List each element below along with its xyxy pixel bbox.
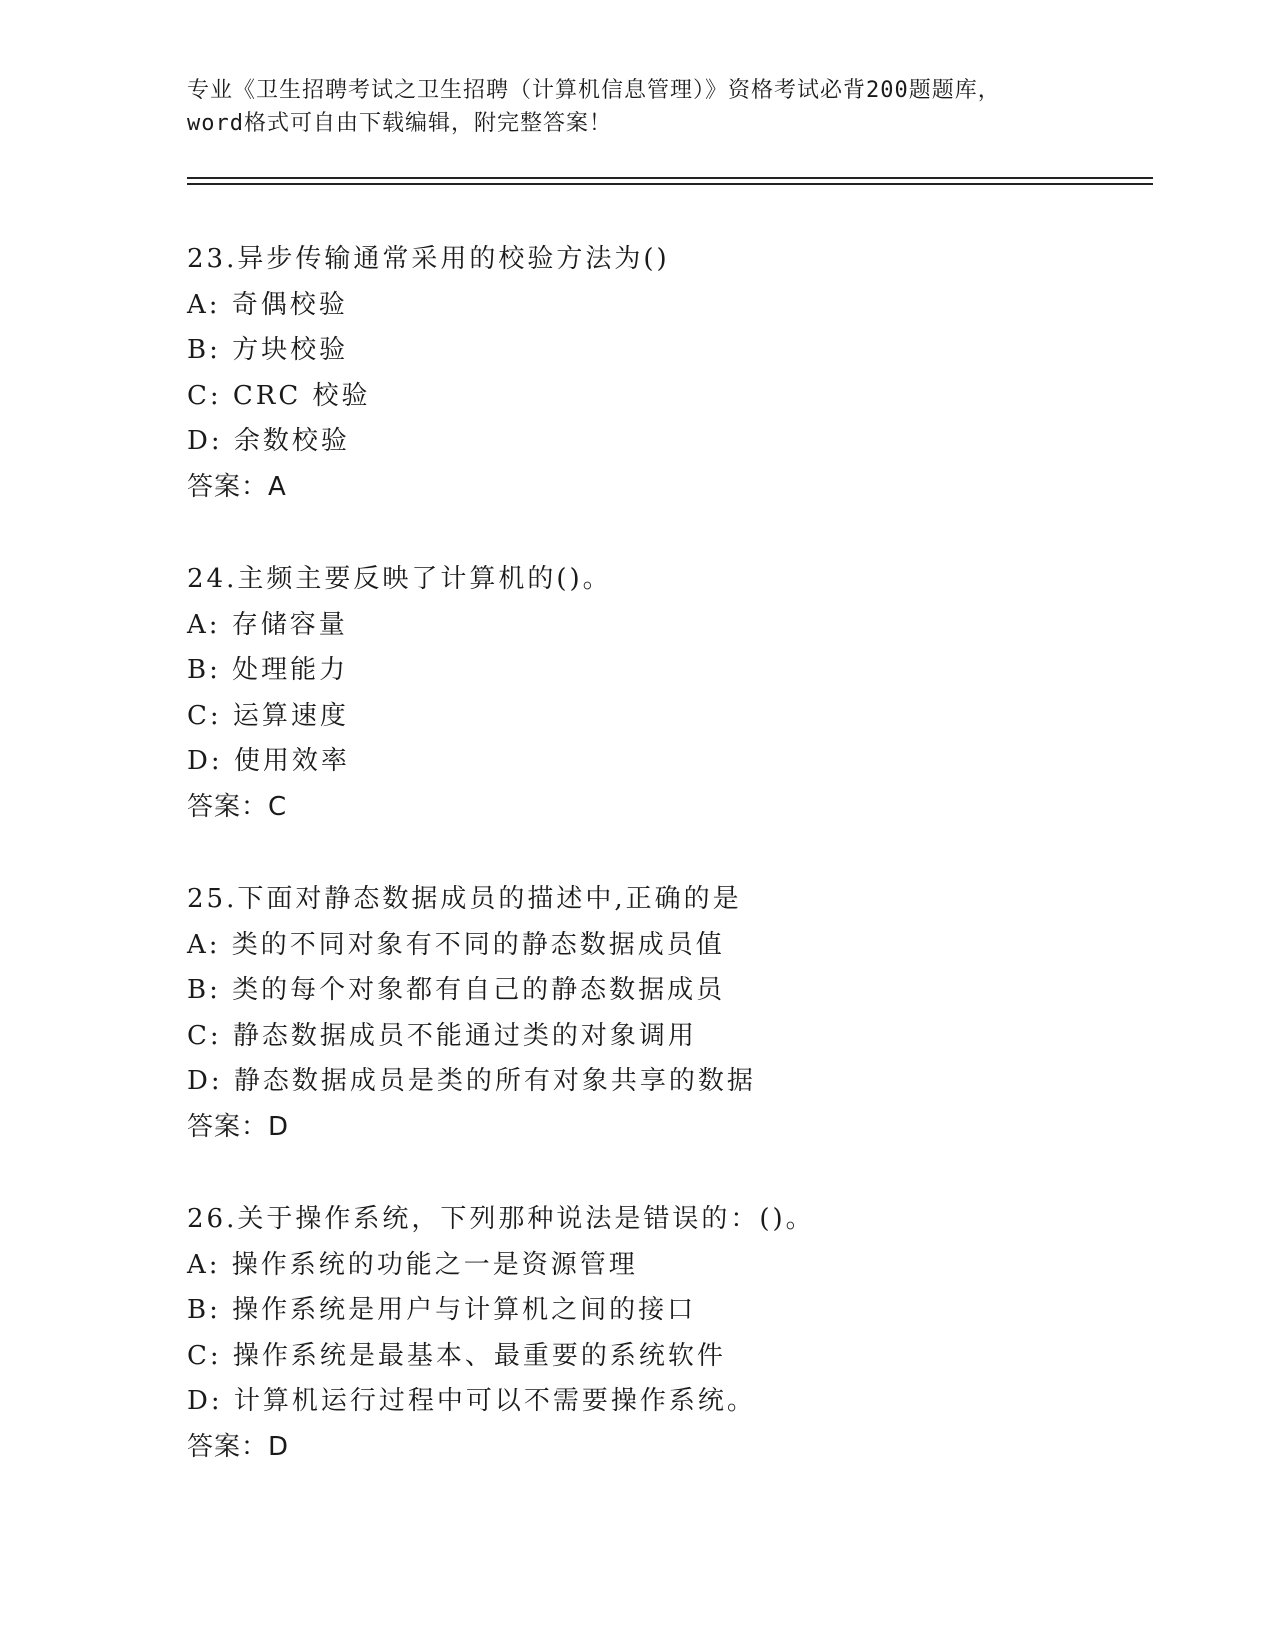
question-list [187, 237, 1147, 1517]
header-line-1: 专业《卫生招聘考试之卫生招聘（计算机信息管理）》资格考试必背200题题库， [187, 78, 1001, 103]
option-c: C: 运算速度 [187, 700, 349, 731]
answer-line: 答案：D [187, 1431, 290, 1462]
option-b: B: 处理能力 [187, 655, 349, 685]
option-c: C: 静态数据成员不能通过类的对象调用 [187, 1020, 697, 1051]
question-stem: 24.主频主要反映了计算机的()。 [187, 564, 612, 594]
option-a: A: 操作系统的功能之一是资源管理 [187, 1249, 638, 1280]
answer-line: 答案：D [187, 1111, 290, 1142]
question-stem: 23.异步传输通常采用的校验方法为() [187, 244, 670, 274]
option-b: B: 方块校验 [187, 335, 349, 365]
option-d: D: 余数校验 [187, 426, 350, 456]
option-a: A: 类的不同对象有不同的静态数据成员值 [187, 929, 725, 960]
question-23 [187, 237, 1147, 557]
question-24 [187, 557, 1147, 877]
option-c: C: CRC 校验 [187, 380, 371, 411]
option-a: A: 存储容量 [187, 609, 348, 640]
question-25 [187, 877, 1147, 1197]
option-d: D: 使用效率 [187, 746, 350, 776]
question-stem: 26.关于操作系统，下列那种说法是错误的：()。 [187, 1204, 815, 1234]
document-header [187, 74, 1087, 140]
option-c: C: 操作系统是最基本、最重要的系统软件 [187, 1340, 726, 1371]
header-line-2: word格式可自由下载编辑，附完整答案！ [187, 111, 612, 136]
option-d: D: 计算机运行过程中可以不需要操作系统。 [187, 1386, 756, 1416]
question-stem: 25.下面对静态数据成员的描述中,正确的是 [187, 884, 742, 914]
header-divider-top [187, 177, 1153, 179]
answer-line: 答案：C [187, 791, 288, 822]
option-d: D: 静态数据成员是类的所有对象共享的数据 [187, 1066, 756, 1096]
question-26 [187, 1197, 1147, 1517]
option-b: B: 操作系统是用户与计算机之间的接口 [187, 1295, 697, 1325]
option-b: B: 类的每个对象都有自己的静态数据成员 [187, 975, 726, 1005]
answer-line: 答案：A [187, 471, 287, 502]
header-divider-bottom [187, 183, 1153, 185]
option-a: A: 奇偶校验 [187, 289, 348, 320]
